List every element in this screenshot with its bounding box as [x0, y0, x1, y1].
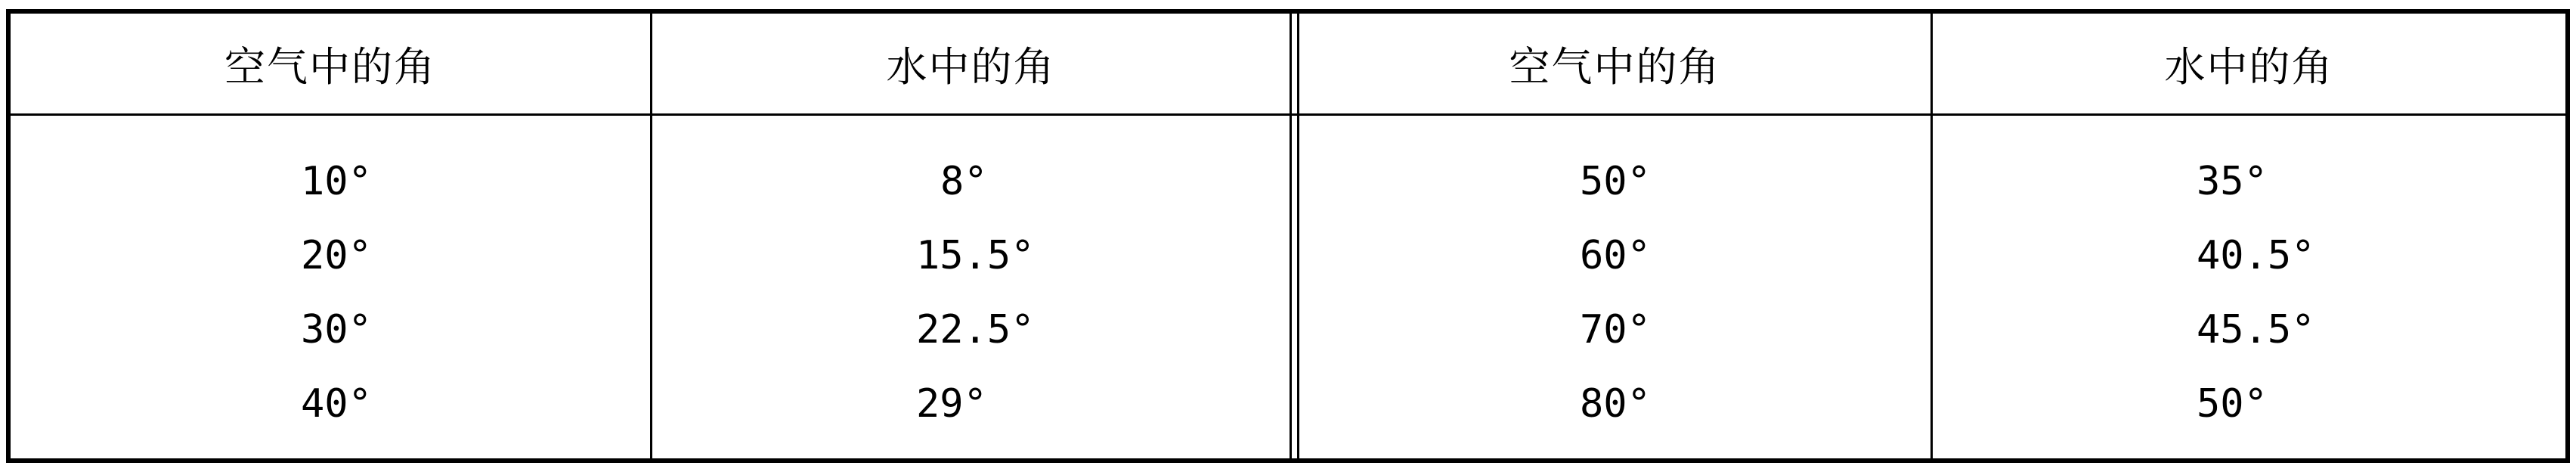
table-cell: 40.5° — [2197, 233, 2315, 278]
table-cell: 35° — [2197, 159, 2268, 204]
table-cell: 10° — [301, 159, 372, 204]
angle-table — [6, 9, 2570, 463]
table-cell: 70° — [1580, 307, 1651, 352]
table-cell: 22.5° — [916, 307, 1035, 352]
table-cell: 8° — [940, 159, 988, 204]
table-cell: 29° — [916, 381, 987, 427]
table-cell: 50° — [1580, 159, 1651, 204]
table-cell: 50° — [2197, 381, 2268, 427]
double-divider-left — [1290, 14, 1292, 458]
table-cell: 30° — [301, 307, 372, 352]
table-cell: 40° — [301, 381, 372, 427]
table-cell: 15.5° — [916, 233, 1035, 278]
column-air-angle-2 — [1299, 14, 1930, 458]
column-water-angle-2 — [1933, 14, 2565, 458]
header-water-angle: 水中的角 — [886, 42, 1056, 91]
header-air-angle: 空气中的角 — [224, 42, 436, 91]
column-water-angle-1 — [652, 14, 1290, 458]
header-air-angle: 空气中的角 — [1509, 42, 1721, 91]
table-cell: 80° — [1580, 381, 1651, 427]
column-air-angle-1 — [11, 14, 650, 458]
table-cell: 60° — [1580, 233, 1651, 278]
header-water-angle: 水中的角 — [2164, 42, 2334, 91]
table-cell: 20° — [301, 233, 372, 278]
table-cell: 45.5° — [2197, 307, 2315, 352]
